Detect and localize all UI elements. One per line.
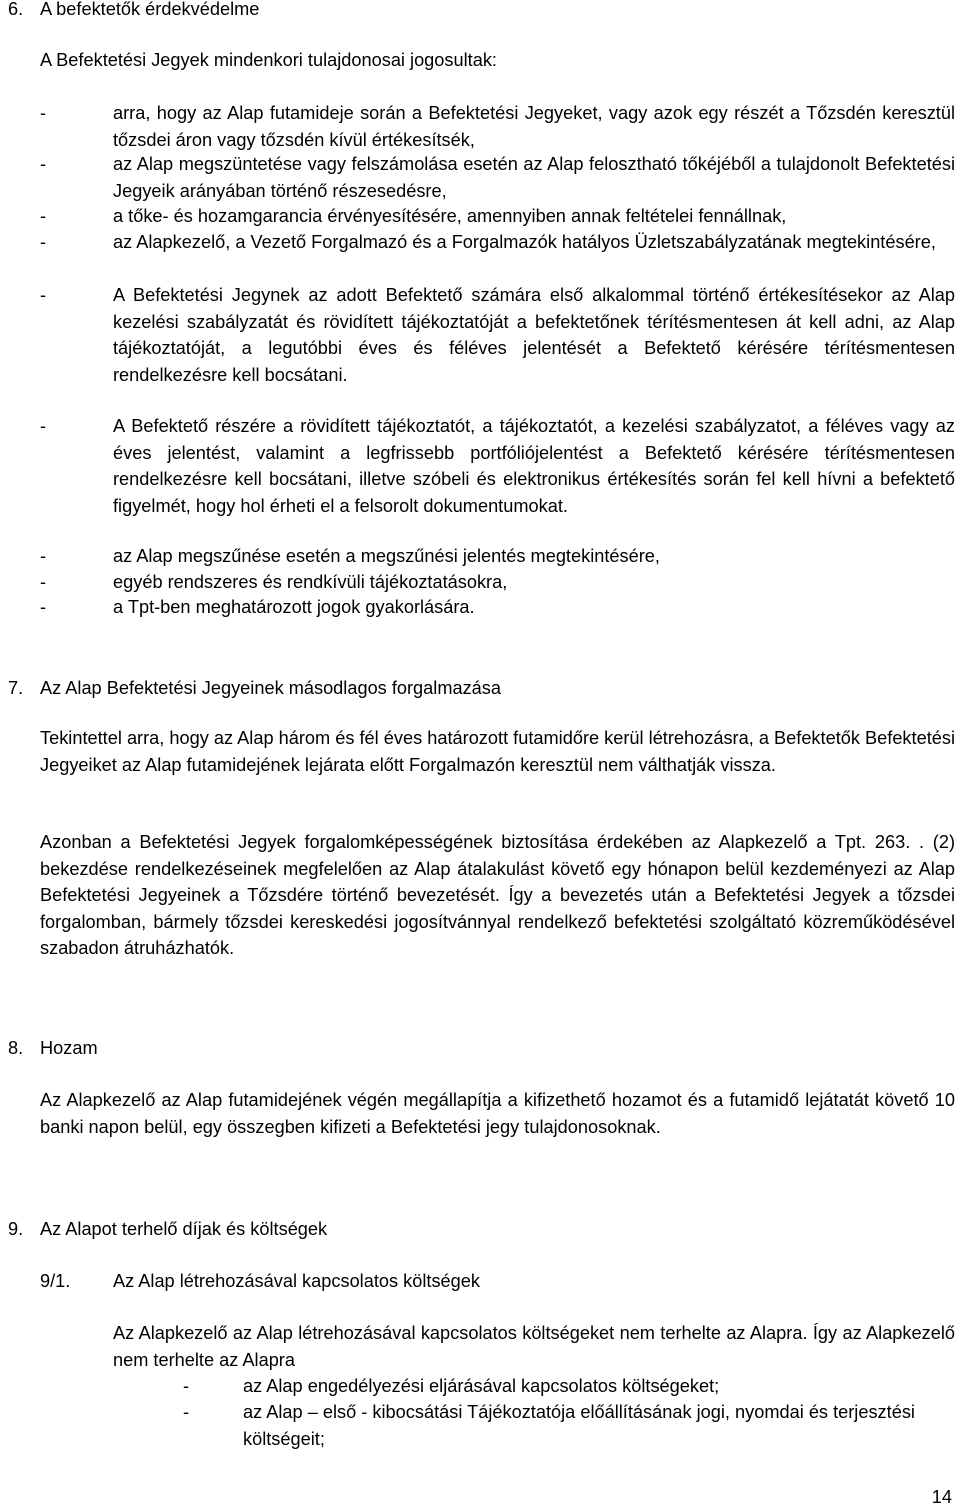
section-6-item-1: arra, hogy az Alap futamideje során a Befektetési Jegyeket, vagy azok egy részét a Tőzsdén keresztül tőzsdei áron vagy tőzsdén kívül értékesítsék,	[113, 103, 955, 150]
section-6-item-9: a Tpt-ben meghatározott jogok gyakorlására.	[113, 597, 475, 617]
section-8-number: 8.	[8, 1038, 24, 1058]
subsection-9-1-number: 9/1.	[40, 1271, 71, 1291]
subsection-9-1-item-1: az Alap engedélyezési eljárásával kapcsolatos költségeket;	[243, 1376, 720, 1396]
section-6-number: 6.	[8, 0, 24, 19]
section-6-item-3: a tőke- és hozamgarancia érvényesítésére, amennyiben annak feltételei fennállnak,	[113, 206, 787, 226]
subsection-9-1-title: Az Alap létrehozásával kapcsolatos költségek	[113, 1271, 480, 1291]
section-6-item-8: egyéb rendszeres és rendkívüli tájékoztatásokra,	[113, 572, 508, 592]
bullet-dash: -	[40, 572, 47, 592]
section-7-title: Az Alap Befektetési Jegyeinek másodlagos forgalmazása	[40, 678, 502, 698]
section-6-item-2: az Alap megszüntetése vagy felszámolása esetén az Alap felosztható tőkéjéből a tulajdonolt Befektetési Jegyeik arányában történő részesedésre,	[113, 154, 955, 201]
section-7-paragraph-2: Azonban a Befektetési Jegyek forgalomképességének biztosítása érdekében az Alapkezelő a Tpt. 263. . (2) bekezdése rendelkezéseinek megfelelően az Alap átalakulást követő egy hónapon belül kezdeményezi az Alap Befektetési Jegyeinek a Tőzsdére történő bevezetését. Így a bevezetés után a Befektetési Jegyek a tőzsdei forgalomban, bármely tőzsdei kereskedési jogosítvánnyal rendelkező befektetési szolgáltató közreműködésével szabadon átruházhatók.	[40, 832, 955, 958]
section-6-intro: A Befektetési Jegyek mindenkori tulajdonosai jogosultak:	[40, 50, 497, 70]
bullet-dash: -	[40, 416, 47, 436]
bullet-dash: -	[183, 1402, 190, 1422]
bullet-dash: -	[40, 285, 47, 305]
bullet-dash: -	[183, 1376, 190, 1396]
section-8-paragraph: Az Alapkezelő az Alap futamidejének végén megállapítja a kifizethető hozamot és a futamidő lejátatát követő 10 banki napon belül, egy összegben kifizeti a Befektetési jegy tulajdonosoknak.	[40, 1090, 955, 1137]
section-6-item-5: A Befektetési Jegynek az adott Befektető számára első alkalommal történő értékesítésekor az Alap kezelési szabályzatát és rövidített tájékoztatóját a befektetőnek térítésmentesen át kell adni, az Alap tájékoztatóját, a legutóbbi éves és féléves jelentését a Befektető kérésére térítésmentesen rendelkezésre kell bocsátani.	[113, 285, 955, 385]
bullet-dash: -	[40, 206, 47, 226]
section-6-item-7: az Alap megszűnése esetén a megszűnési jelentés megtekintésére,	[113, 546, 660, 566]
section-9-title: Az Alapot terhelő díjak és költségek	[40, 1219, 328, 1239]
bullet-dash: -	[40, 232, 47, 252]
bullet-dash: -	[40, 103, 47, 123]
section-6-item-4: az Alapkezelő, a Vezető Forgalmazó és a Forgalmazók hatályos Üzletszabályzatának megtekintésére,	[113, 232, 936, 252]
section-7-number: 7.	[8, 678, 24, 698]
section-6-title: A befektetők érdekvédelme	[40, 0, 260, 19]
subsection-9-1-paragraph: Az Alapkezelő az Alap létrehozásával kapcsolatos költségeket nem terhelte az Alapra. Így az Alapkezelő nem terhelte az Alapra	[113, 1323, 955, 1370]
section-7-paragraph-1: Tekintettel arra, hogy az Alap három és fél éves határozott futamidőre kerül létrehozásra, a Befektetők Befektetési Jegyeiket az Alap futamidejének lejárata előtt Forgalmazón keresztül nem válthatják vissza.	[40, 728, 955, 775]
section-8-title: Hozam	[40, 1038, 98, 1058]
section-9-number: 9.	[8, 1219, 24, 1239]
section-6-item-6: A Befektető részére a rövidített tájékoztatót, a tájékoztatót, a kezelési szabályzatot, a féléves vagy az éves jelentést, valamint a legfrissebb portfóliójelentést a Befektető kérésére térítésmentesen rendelkezésre kell bocsátani, illetve szóbeli és elektronikus értékesítés során fel kell hívni a befektető figyelmét, hogy hol érheti el a felsorolt dokumentumokat.	[113, 416, 955, 516]
bullet-dash: -	[40, 154, 47, 174]
subsection-9-1-item-2: az Alap – első - kibocsátási Tájékoztatója előállításának jogi, nyomdai és terjesztési költségeit;	[243, 1402, 915, 1449]
bullet-dash: -	[40, 546, 47, 566]
page-number: 14	[931, 1487, 952, 1507]
bullet-dash: -	[40, 597, 47, 617]
